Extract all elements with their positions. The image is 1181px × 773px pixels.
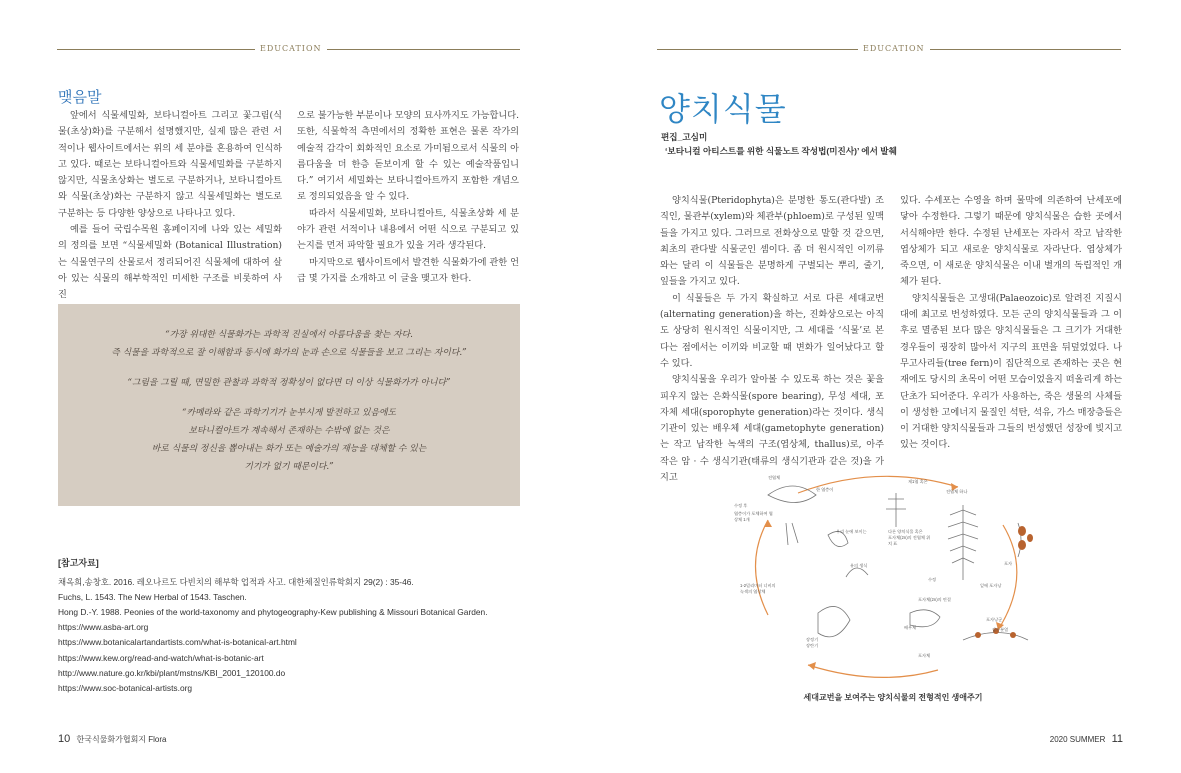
- diagram-label: 한 엽층이: [816, 487, 834, 492]
- quote-line: 즉 식물을 과학적으로 잘 이해함과 동시에 화가의 눈과 손으로 식물들을 보고 그리는 자이다.”: [111, 348, 467, 358]
- paragraph: 으로 불가능한 부분이나 모양의 묘사까지도 가능합니다. 또한, 식물학적 측면에서의 정확한 표현은 물론 작가의 예술적 감각이 회화적인 요소로 가미됨으로서 식물의 아름다움을 더 한층 돋보이게 할 수 있는 예술작품입니다.” 여기서 세밀화는 보타니컬아트까지 포함한 개념으로 정의되었음을 알 수 있다.: [297, 110, 519, 203]
- diagram-label: 수정: [928, 577, 937, 582]
- reference-item: http://www.nature.go.kr/kbi/plant/mstns/KBI_2001_120100.do: [58, 667, 286, 678]
- reference-item: https://www.soc-botanical-artists.org: [58, 682, 193, 693]
- reference-item: https://www.asba-art.org: [58, 622, 149, 633]
- reference-item: 채옥희,송창호. 2016. 레오나르도 다빈치의 해부학 업적과 사고. 대한체질인류학회지 29(2) : 35-46.: [58, 577, 414, 588]
- section-title: 맺음말: [58, 88, 102, 106]
- reference-item: https://www.kew.org/read-and-watch/what-is-botanic-art: [58, 652, 264, 663]
- page-number: 10: [58, 733, 71, 745]
- right-footer: [1050, 733, 1123, 745]
- editor: 편집_고심미: [661, 132, 708, 142]
- diagram-label: 포자체(2n)의 전엽체 위치 표: [888, 535, 931, 546]
- publication-name: 한국식물화가협회지 Flora: [76, 735, 167, 744]
- references: [58, 556, 528, 696]
- paragraph: 앞에서 식물세밀화, 보타니컬아트 그리고 꽃그림(식물(초상)화)를 구분해서 설명했지만, 실제 많은 관련 서적이나 웹사이트에서는 위의 세 분야를 혼용하여 인식하고 있다. 때로는 보타니컬아트와 식물세밀화를 구분하지 않지만, 식물초상화는 별도로 구분하거나, 보타니컬아트와 식물(초상)화는 구분하지 않고 식물세밀화는 별도로 구분하는 등 다양한 양상으로 나타나고 있다.: [58, 110, 282, 219]
- diagram-label: 다른 양치식물 혹은: [888, 529, 923, 534]
- diagram-label: 포자체: [918, 653, 931, 658]
- diagram-label: 엽층이가 포체하여 엽상체 1개: [734, 511, 773, 522]
- diagram-label: 제1엽 혹은: [908, 479, 928, 484]
- quote-line: “카메라와 같은 과학기기가 눈부시게 발전하고 있음에도: [182, 408, 396, 418]
- quote-box: [58, 304, 520, 506]
- reference-item: Hong D.-Y. 1988. Peonies of the world-taxonomy and phytogeography-Kew publishing & Missouri Botanical Garden.: [58, 607, 488, 618]
- diagram-label: 배우체: [904, 625, 917, 630]
- source: ‘보타니컬 아티스트를 위한 식물노트 작성법(미진사)’ 에서 발췌: [665, 146, 897, 156]
- diagram-label: 우리 눈에 보이는: [836, 529, 867, 534]
- right-column-2: [900, 193, 1122, 454]
- diagram-label: 감수분열: [992, 627, 1009, 632]
- diagram-label: 수정 후: [734, 503, 748, 508]
- diagram-label: 장란기: [806, 643, 819, 648]
- right-column-1: [660, 193, 884, 486]
- paragraph: 이 식물들은 두 가지 확실하고 서로 다른 세대교번(alternating generation)을 하는, 진화상으로는 아직도 상당히 원시적인 식물이지만, 그 세대를 ‘식물’로 본다는 점에서는 이끼와 비교할 때 변화가 일어났다고 할 수 있다.: [660, 292, 884, 369]
- right-header-label: EDUCATION: [858, 44, 930, 53]
- left-column-1: [58, 108, 282, 304]
- diagram-label: 전엽체 하나: [946, 489, 968, 494]
- quote-line: 보타니컬아트가 계속해서 존재하는 수밖에 없는 것은: [188, 426, 390, 436]
- quote-line: “가장 위대한 식물화가는 과학적 진실에서 아름다움을 찾는 자다.: [165, 330, 413, 340]
- left-column-2: [297, 108, 519, 287]
- fern-life-cycle-illustration: [728, 465, 1058, 685]
- season: 2020 SUMMER: [1049, 735, 1106, 744]
- diagram-label: 전엽체: [768, 475, 781, 480]
- article-title: 양치식물: [659, 90, 787, 128]
- references-title: [참고자료]: [58, 558, 99, 568]
- diagram-label: 포자낭군: [986, 617, 1003, 622]
- paragraph: 예를 들어 국립수목원 홈페이지에 나와 있는 세밀화의 정의를 보면 “식물세밀화 (Botanical Illustration)는 식물연구의 산물로서 정리되어진 식물체에 대하여 살아 있는 식물의 해부학적인 미세한 구조를 비롯하여 사진: [58, 224, 282, 301]
- quote-line: “그림을 그릴 때, 면밀한 관찰과 과학적 정확성이 없다면 더 이상 식물화가가 아니다”: [127, 378, 451, 388]
- page-number: 11: [1111, 733, 1123, 745]
- paragraph: 양치식물을 우리가 알아볼 수 있도록 하는 것은 꽃을 피우지 않는 은화식물(spore bearing), 무성 세대, 포자체 세대(sporophyte generation)라는 것이다. 생식기관이 있는 배우체 세대(gametophyte generation)는 작고 납작한 녹색의 구조(엽상체, thallus)로, 아주 작은 암 · 수 생식기관(태류의 생식기관과 같은 것)을 가지고: [660, 374, 884, 484]
- diagram-label: 잎에 포자낭: [980, 583, 1002, 588]
- paragraph: 따라서 식물세밀화, 보타니컬아트, 식물초상화 세 분야가 관련 서적이나 내용에서 어떤 식으로 구분되고 있는지를 먼저 파악할 필요가 있을 거라 생각된다.: [297, 207, 519, 252]
- diagram-label: 유의 생식: [850, 563, 868, 568]
- reference-item: Fuchs, L. 1543. The New Herbal of 1543. Taschen.: [58, 592, 247, 603]
- diagram-caption: 세대교번을 보여주는 양치식물의 전형적인 생애주기: [803, 693, 983, 702]
- credits: [661, 130, 897, 158]
- paragraph: 마지막으로 웹사이트에서 발견한 식물화가에 관한 언급 몇 가지를 소개하고 이 글을 맺고자 한다.: [297, 256, 519, 284]
- left-header-label: EDUCATION: [255, 44, 327, 53]
- reference-item: https://www.botanicalartandartists.com/what-is-botanical-art.html: [58, 637, 297, 648]
- paragraph: 양치식물(Pteridophyta)은 분명한 통도(관다발) 조직인, 물관부(xylem)와 체관부(phloem)로 구성된 잎맥들을 가지고 있다. 그러므로 전화상으로 말할 것 같으면, 최초의 관다발 식물군인 셈이다. 좀 더 원시적인 이끼류와는 달리 이 식물들은 분명하게 구별되는 뿌리, 줄기, 잎들을 가지고 있다.: [660, 195, 884, 288]
- quote-line: 바로 식물의 정신을 뽑아내는 화가 또는 예술가의 재능을 대체할 수 있는: [151, 444, 427, 454]
- life-cycle-diagram: [728, 465, 1058, 685]
- diagram-label: 포자체(2n)의 연결: [918, 597, 951, 602]
- paragraph: 양치식물들은 고생대(Palaeozoic)로 알려진 지질시대에 최고로 번성하였다. 모든 군의 양치식물들과 그 이후로 멸종된 보다 많은 양치식물들은 그 크기가 거대한 경우들이 굉장히 많아서 지구의 표면을 뒤덮었었다. 나무고사리들(tree fern)이 집단적으로 존재하는 곳은 현재에도 당시의 초목이 어떤 모습이었을지 떠올리게 하는 단초가 되어준다. 우리가 사용하는, 죽은 생물의 사체들이 생성한 고에너지 물질인 석탄, 석유, 가스 매장층들은 이 거대한 양치식물들과 그들의 번성했던 성장에 빚지고 있는 것이다.: [900, 292, 1122, 451]
- paragraph: 있다. 수세포는 수영을 하며 물막에 의존하여 난세포에 닿아 수정한다. 그렇기 때문에 양치식물은 습한 곳에서 서식해야만 한다. 수정된 난세포는 자라서 작고 납작한 엽상체가 되고 새로운 양치식물로 자라난다. 엽상체가 죽으면, 이 새로운 양치식물은 이내 별개의 독립적인 개체가 된다.: [900, 195, 1122, 288]
- quote-line: 기기가 없기 때문이다.”: [244, 462, 334, 472]
- left-footer: [58, 733, 167, 745]
- diagram-label: 포자: [1004, 561, 1013, 566]
- diagram-label: 장정기: [806, 637, 819, 642]
- diagram-label: 1-2밀리미터 너비의 녹색의 엽상체: [740, 583, 776, 594]
